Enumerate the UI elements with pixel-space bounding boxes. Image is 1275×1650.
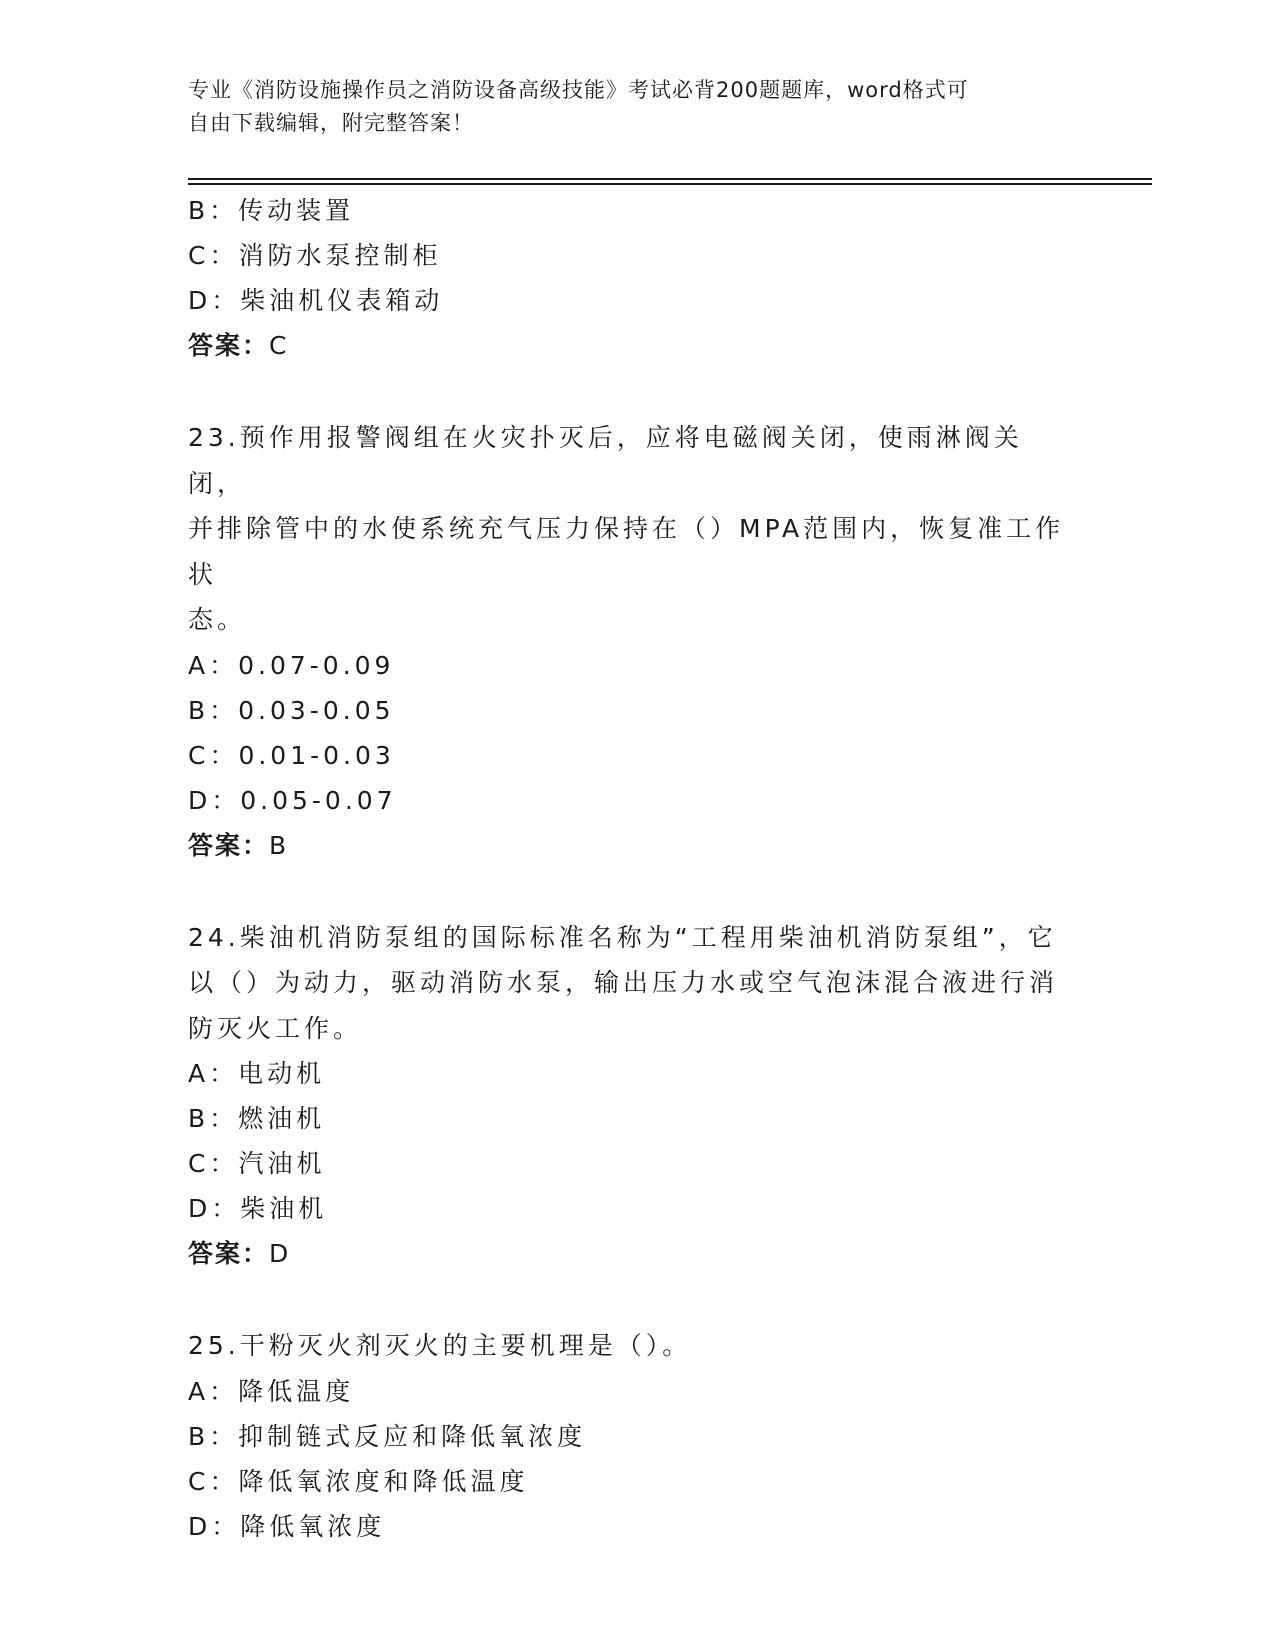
question-text <box>188 915 1078 1052</box>
option-a: A：降低温度 <box>188 1376 355 1406</box>
question-25 <box>188 1323 1088 1549</box>
question-text-line: 并排除管中的水使系统充气压力保持在（）MPA范围内，恢复准工作状 <box>188 514 1065 589</box>
question-text-line: 以（）为动力，驱动消防水泵，输出压力水或空气泡沫混合液进行消 <box>188 968 1059 997</box>
question-22 <box>188 188 1088 368</box>
option-d: D：降低氧浓度 <box>188 1511 386 1541</box>
header-line-1: 专业《消防设施操作员之消防设备高级技能》考试必背200题题库，word格式可 <box>188 78 969 102</box>
answer-label: 答案： <box>188 1239 270 1268</box>
option-c: C：消防水泵控制柜 <box>188 241 442 270</box>
question-23 <box>188 415 1088 868</box>
answer-line <box>188 323 1088 368</box>
document-body <box>188 188 1088 1549</box>
answer-line <box>188 1231 1088 1276</box>
header-line-2: 自由下载编辑，附完整答案！ <box>188 111 474 135</box>
option-d: D：0.05-0.07 <box>188 785 397 815</box>
answer-value: D <box>269 1239 291 1268</box>
question-text-line: 防灭火工作。 <box>188 1013 363 1043</box>
question-text-line: 24.柴油机消防泵组的国际标准名称为“工程用柴油机消防泵组”，它 <box>188 922 1057 952</box>
option-c: C：汽油机 <box>188 1149 326 1178</box>
question-24 <box>188 915 1088 1277</box>
option-c: C：0.01-0.03 <box>188 740 395 770</box>
option-d: D：柴油机 <box>188 1194 328 1223</box>
option-c: C：降低氧浓度和降低温度 <box>188 1466 529 1496</box>
answer-label: 答案： <box>188 331 270 360</box>
option-b: B：传动装置 <box>188 196 355 225</box>
option-d: D：柴油机仪表箱动 <box>188 286 444 315</box>
question-text <box>188 415 1078 643</box>
option-b: B：0.03-0.05 <box>188 695 395 725</box>
document-header <box>188 74 1068 140</box>
question-text-line: 25.干粉灭火剂灭火的主要机理是（）。 <box>188 1331 692 1360</box>
option-b: B：燃油机 <box>188 1104 326 1133</box>
answer-line <box>188 823 1088 868</box>
option-a: A：0.07-0.09 <box>188 650 395 680</box>
answer-label: 答案： <box>188 830 270 860</box>
option-a: A：电动机 <box>188 1059 326 1088</box>
option-b: B：抑制链式反应和降低氧浓度 <box>188 1421 587 1451</box>
answer-value: C <box>269 331 289 360</box>
header-divider-bottom <box>188 183 1152 185</box>
answer-value: B <box>269 830 289 860</box>
question-text <box>188 1323 1078 1369</box>
question-text-line: 态。 <box>188 605 247 634</box>
header-divider-top <box>188 178 1152 180</box>
question-text-line: 23.预作用报警阀组在火灾扑灭后，应将电磁阀关闭，使雨淋阀关闭， <box>188 423 1023 498</box>
